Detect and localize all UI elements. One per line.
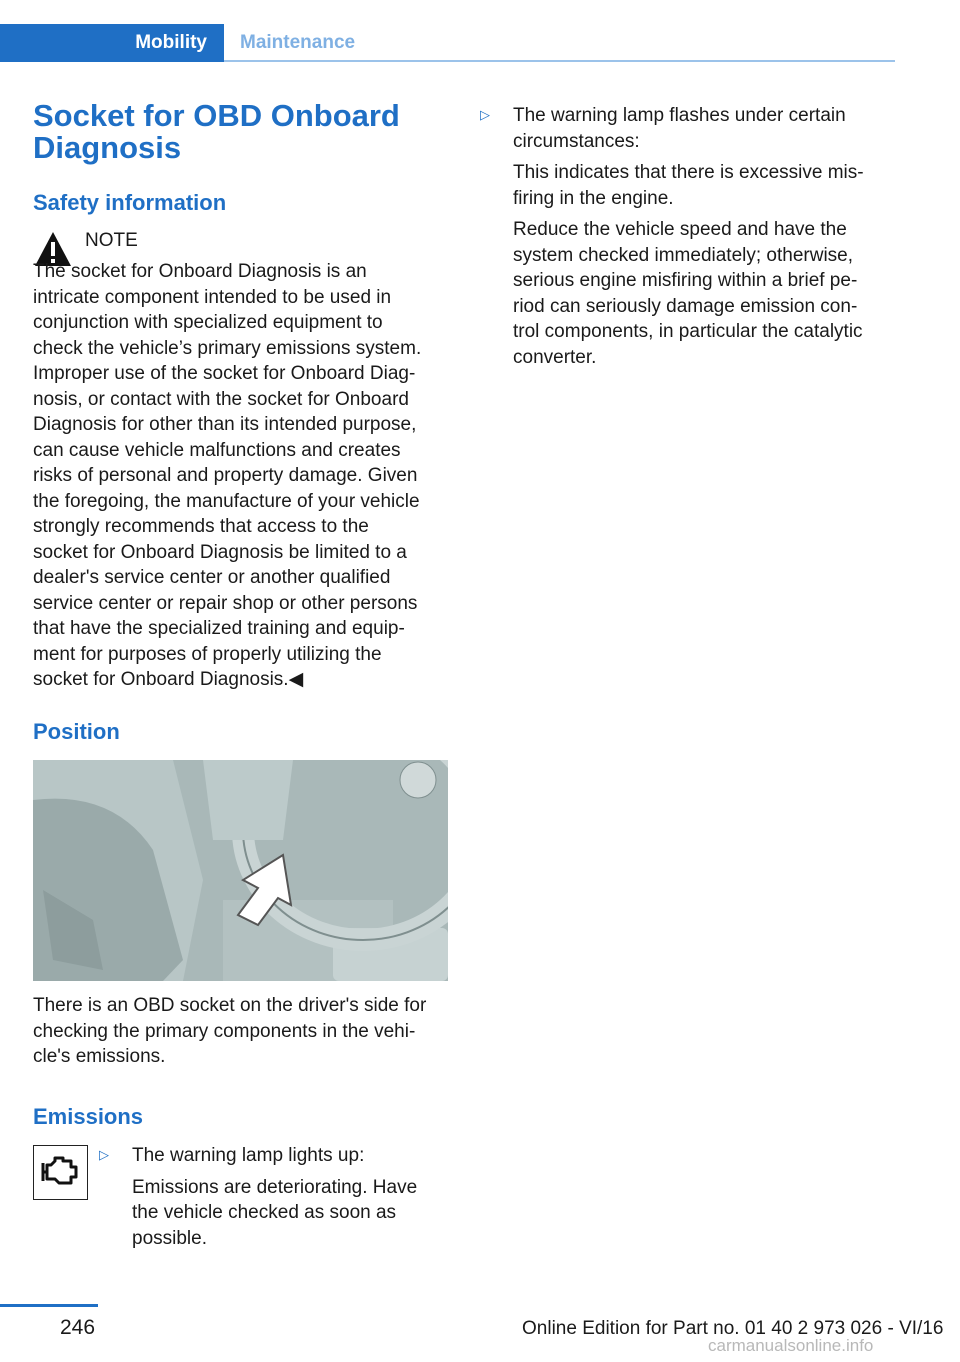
bullet-2-line: firing in the engine. (513, 187, 674, 209)
page-number: 246 (60, 1316, 96, 1339)
header-rule (224, 60, 895, 62)
page-title-line-2: Diagnosis (33, 130, 182, 165)
note-label: NOTE (85, 230, 138, 251)
bullet-2-line: converter. (513, 346, 597, 368)
bullet-triangle-icon: ▷ (99, 1147, 109, 1162)
bullet-2-line: This indicates that there is excessive mis‐ (513, 162, 864, 183)
bullet-2-line: system checked immediately; otherwise, (513, 244, 854, 266)
bullet-2-line: The warning lamp flashes under certain (513, 105, 846, 126)
emissions-heading: Emissions (33, 1104, 144, 1129)
left-column (33, 98, 448, 1249)
note-line: service center or repair shop or other persons (33, 592, 418, 614)
page-title (33, 100, 448, 164)
bullet-2-line: trol components, in particular the catalytic (513, 321, 863, 342)
obd-position-illustration (33, 760, 448, 981)
footer-rule (0, 1304, 98, 1307)
position-text (33, 993, 448, 1070)
tab-maintenance[interactable]: Maintenance (240, 32, 356, 53)
bullet-2-line: serious engine misfiring within a brief pe‐ (513, 270, 858, 291)
note-line: socket for Onboard Diagnosis be limited to a (33, 541, 407, 563)
bullet-2-line: riod can seriously damage emission con‐ (513, 295, 858, 317)
bullet-2-intro (513, 103, 895, 154)
position-heading: Position (33, 719, 120, 744)
edition-label: Online Edition for Part no. 01 40 2 973 026 - VI/16 (522, 1318, 944, 1339)
bullet-1-line: the vehicle checked as soon as (132, 1202, 397, 1223)
bullet-2-line: Reduce the vehicle speed and have the (513, 219, 847, 240)
note-line: that have the specialized training and equip‐ (33, 618, 405, 639)
page-title-line-1: Socket for OBD Onboard (33, 98, 400, 133)
note-line: check the vehicle’s primary emissions system. (33, 337, 422, 359)
note-line: conjunction with specialized equipment to (33, 312, 383, 333)
position-line: There is an OBD socket on the driver's side for (33, 995, 427, 1016)
emissions-bullet-2 (480, 103, 895, 370)
bullet-triangle-icon: ▷ (480, 107, 490, 122)
note-line: risks of personal and property damage. Given (33, 465, 418, 486)
note-line: can cause vehicle malfunctions and creates (33, 439, 401, 461)
note-line: Diagnosis for other than its intended purpose, (33, 414, 417, 435)
position-line: cle's emissions. (33, 1046, 166, 1067)
note-line: ment for purposes of properly utilizing the (33, 643, 382, 665)
safety-heading: Safety information (33, 190, 227, 215)
note-line: strongly recommends that access to the (33, 516, 369, 537)
note-line: intricate component intended to be used in (33, 286, 392, 308)
note-line: dealer's service center or another qualified (33, 567, 391, 588)
bullet-1-line: possible. (132, 1227, 207, 1249)
note-line: Improper use of the socket for Onboard Diag‐ (33, 363, 416, 384)
note-line: the foregoing, the manufacture of your vehicle (33, 490, 420, 512)
watermark: carmanualsonline.info (708, 1336, 874, 1355)
position-line: checking the primary components in the vehi‐ (33, 1020, 416, 1042)
bullet-2-action (513, 217, 895, 370)
note-line: nosis, or contact with the socket for Onboard (33, 388, 409, 410)
note-text (33, 259, 448, 693)
bullet-2-meaning (513, 160, 895, 211)
section-tabs (0, 24, 895, 62)
note-line: socket for Onboard Diagnosis.◀ (33, 669, 304, 690)
check-engine-icon (33, 1145, 88, 1200)
bullet-1-line: Emissions are deteriorating. Have (132, 1176, 418, 1198)
bullet-1-title: The warning lamp lights up: (132, 1145, 365, 1166)
bullet-2-line: circumstances: (513, 130, 640, 152)
note-line: The socket for Onboard Diagnosis is an (33, 261, 367, 282)
tab-mobility[interactable]: Mobility (0, 24, 224, 62)
emissions-bullet-1 (99, 1143, 449, 1251)
bullet-1-text (132, 1175, 449, 1252)
